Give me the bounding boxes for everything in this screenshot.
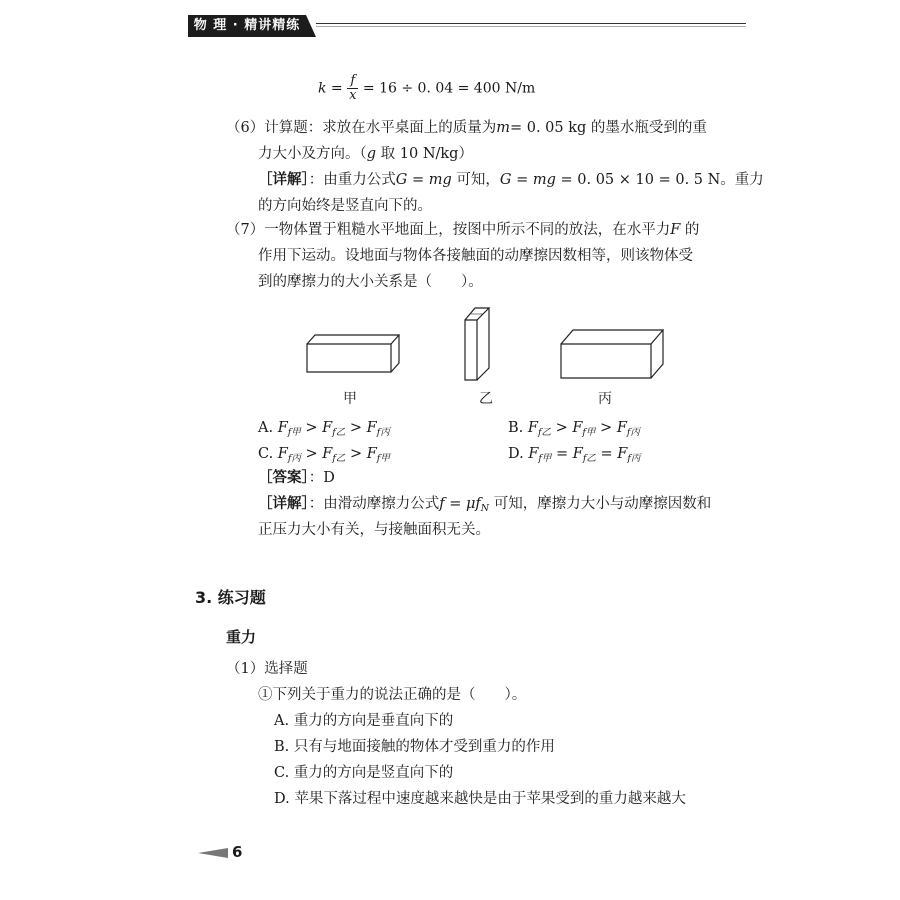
detail-text: = 0. 05 × 10 = 0. 5 N。重力: [555, 172, 764, 188]
choice-text: 只有与地面接触的物体才受到重力的作用: [293, 739, 555, 755]
formula-fraction: [347, 74, 358, 103]
block-yi: [465, 308, 489, 380]
figure-label-bing: 丙: [598, 391, 612, 407]
detail-label: ［详解］: [258, 495, 309, 512]
question-6-detail-line-2: 的方向始终是竖直向下的。: [258, 198, 432, 214]
question-7-detail-line-2: 正压力大小有关，与接触面积无关。: [258, 522, 490, 538]
header-tab-notch: [306, 15, 316, 37]
question-7-line-1: [226, 220, 699, 240]
answer-value: ：D: [308, 470, 335, 486]
fraction-denominator: x: [349, 88, 357, 103]
q6-text: 取 10 N/kg）: [376, 146, 473, 162]
page-marker-icon: [198, 848, 228, 858]
question-7-answer: [258, 468, 335, 488]
figure-label-yi: 乙: [479, 391, 493, 407]
spring-constant-formula: [318, 74, 535, 103]
var-mu-f: μf: [466, 496, 481, 512]
formula-lhs: k =: [318, 80, 343, 97]
equals: =: [444, 496, 466, 512]
choice-text: 重力的方向是竖直向下的: [293, 765, 454, 781]
choice-label: A.: [274, 713, 290, 729]
q7-text: 一物体置于粗糙水平地面上，按图中所示不同的放法，在水平力: [264, 222, 671, 238]
question-6-line-2: [258, 144, 473, 164]
var-mg: mg: [532, 172, 556, 188]
option-label: B.: [508, 420, 524, 436]
q7-text: 的: [680, 222, 700, 238]
choice-d: [274, 789, 686, 809]
choice-b: [274, 737, 555, 757]
choice-a: [274, 711, 453, 731]
var-m: m: [496, 120, 510, 136]
section-title: 3. 练习题: [195, 588, 266, 607]
subscript-N: N: [480, 503, 490, 514]
detail-text: 可知，: [451, 172, 500, 188]
question-number: （6）: [226, 120, 265, 136]
q6-text: 计算题：求放在水平桌面上的质量为: [264, 120, 497, 136]
page-number: 6: [232, 843, 243, 861]
option-d: D. $F_{f甲} = F_{f乙} = F_{f丙}$: [508, 446, 641, 464]
question-type: 选择题: [264, 661, 308, 677]
option-label: C.: [258, 446, 274, 462]
choice-label: B.: [274, 739, 290, 755]
friction-blocks-figure: [295, 300, 675, 390]
figure-label-jia: 甲: [343, 391, 357, 407]
detail-text: ：由滑动摩擦力公式: [308, 496, 440, 512]
question-7-detail-line-1: [258, 494, 711, 519]
var-G: G: [395, 172, 408, 188]
equals: =: [511, 172, 533, 188]
block-bing: [561, 330, 663, 378]
header-rule-secondary: [316, 26, 746, 27]
book-title-tab: 物 理 · 精讲精练: [188, 15, 306, 37]
option-b: B. $F_{f乙} > F_{f甲} > F_{f丙}$: [508, 420, 640, 438]
question-number: （1）: [226, 661, 265, 677]
subsection-title: 重力: [226, 628, 257, 646]
choice-label: D.: [274, 791, 290, 807]
choice-c: [274, 763, 453, 783]
equals: =: [407, 172, 429, 188]
exercise-1-stem: ①下列关于重力的说法正确的是（ ）。: [258, 687, 527, 703]
var-F: F: [670, 222, 681, 238]
choice-text: 重力的方向是垂直向下的: [293, 713, 454, 729]
q6-text: = 0. 05 kg 的墨水瓶受到的重: [509, 120, 707, 136]
block-jia: [307, 335, 399, 372]
option-label: A.: [258, 420, 274, 436]
q6-text: 力大小及方向。（: [258, 146, 367, 162]
formula-rhs: = 16 ÷ 0. 04 = 400 N/m: [362, 80, 536, 97]
var-f: f: [439, 496, 445, 512]
question-number: （7）: [226, 222, 265, 238]
header-rule: [316, 23, 746, 24]
question-7-line-2: 作用下运动。设地面与物体各接触面的动摩擦因数相等，则该物体受: [258, 248, 693, 264]
var-g: g: [366, 146, 377, 162]
detail-text: ：由重力公式: [308, 172, 396, 188]
exercise-1-header: [226, 659, 308, 679]
detail-text: 可知，摩擦力大小与动摩擦因数和: [489, 496, 712, 512]
choice-label: C.: [274, 765, 290, 781]
answer-label: ［答案］: [258, 469, 309, 486]
option-label: D.: [508, 446, 524, 462]
question-6-line-1: [226, 118, 707, 138]
option-c: C. $F_{f丙} > F_{f乙} > F_{f甲}$: [258, 446, 390, 464]
detail-label: ［详解］: [258, 171, 309, 188]
fraction-numerator: f: [347, 74, 358, 89]
option-a: A. $F_{f甲} > F_{f乙} > F_{f丙}$: [258, 420, 390, 438]
var-G: G: [499, 172, 512, 188]
var-mg: mg: [428, 172, 452, 188]
question-6-detail-line-1: [258, 170, 764, 190]
question-7-line-3: 到的摩擦力的大小关系是（ ）。: [258, 274, 483, 290]
choice-text: 苹果下落过程中速度越来越快是由于苹果受到的重力越来越大: [294, 791, 686, 807]
